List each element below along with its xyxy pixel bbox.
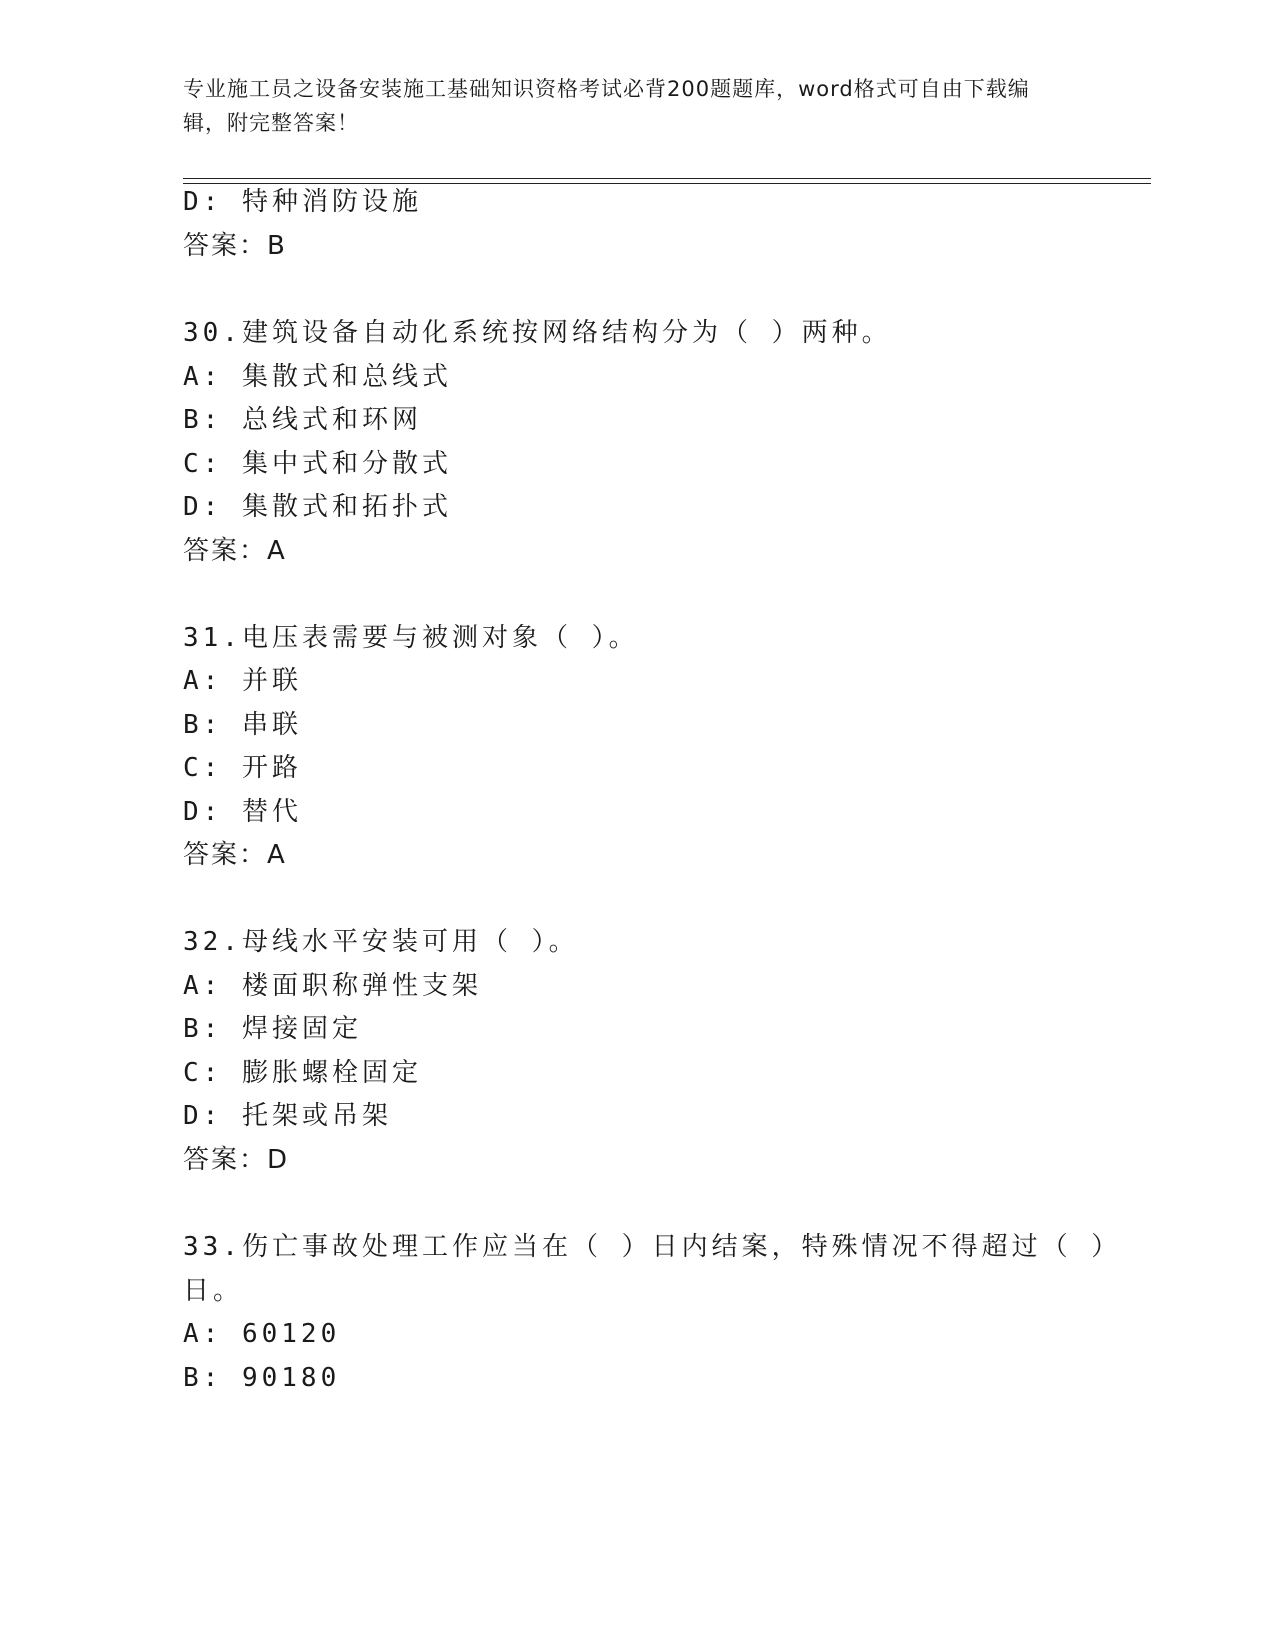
question-30: 30.建筑设备自动化系统按网络结构分为（ ）两种。 (183, 318, 892, 348)
q31-option-c: C: 开路 (183, 753, 302, 783)
q30-option-d: D: 集散式和拓扑式 (183, 492, 452, 522)
header-divider-bottom (183, 183, 1151, 184)
header-divider-top (183, 178, 1151, 179)
answer-prev: 答案：B (183, 231, 287, 261)
q32-option-d: D: 托架或吊架 (183, 1101, 392, 1131)
q31-option-d: D: 替代 (183, 797, 302, 827)
q31-answer: 答案：A (183, 840, 287, 870)
q32-option-a: A: 楼面职称弹性支架 (183, 971, 482, 1001)
question-31: 31.电压表需要与被测对象（ ）。 (183, 623, 639, 653)
question-32: 32.母线水平安装可用（ ）。 (183, 927, 579, 957)
q30-option-a: A: 集散式和总线式 (183, 362, 452, 392)
q32-option-c: C: 膨胀螺栓固定 (183, 1058, 422, 1088)
q32-option-b: B: 焊接固定 (183, 1014, 362, 1044)
q31-option-a: A: 并联 (183, 666, 302, 696)
q31-option-b: B: 串联 (183, 710, 302, 740)
q30-answer: 答案：A (183, 536, 287, 566)
option-d-prev: D: 特种消防设施 (183, 187, 422, 217)
q33-option-b: B: 90180 (183, 1363, 341, 1393)
q32-answer: 答案：D (183, 1145, 290, 1175)
q33-option-a: A: 60120 (183, 1319, 341, 1349)
document-header-title: 专业施工员之设备安装施工基础知识资格考试必背200题题库，word格式可自由下载编辑，附完整答案！ (183, 77, 1030, 135)
question-33-line-2: 日。 (183, 1276, 244, 1306)
question-33-line-1: 33.伤亡事故处理工作应当在（ ）日内结案，特殊情况不得超过（ ） (183, 1232, 1122, 1262)
q30-option-c: C: 集中式和分散式 (183, 449, 452, 479)
q30-option-b: B: 总线式和环网 (183, 405, 422, 435)
